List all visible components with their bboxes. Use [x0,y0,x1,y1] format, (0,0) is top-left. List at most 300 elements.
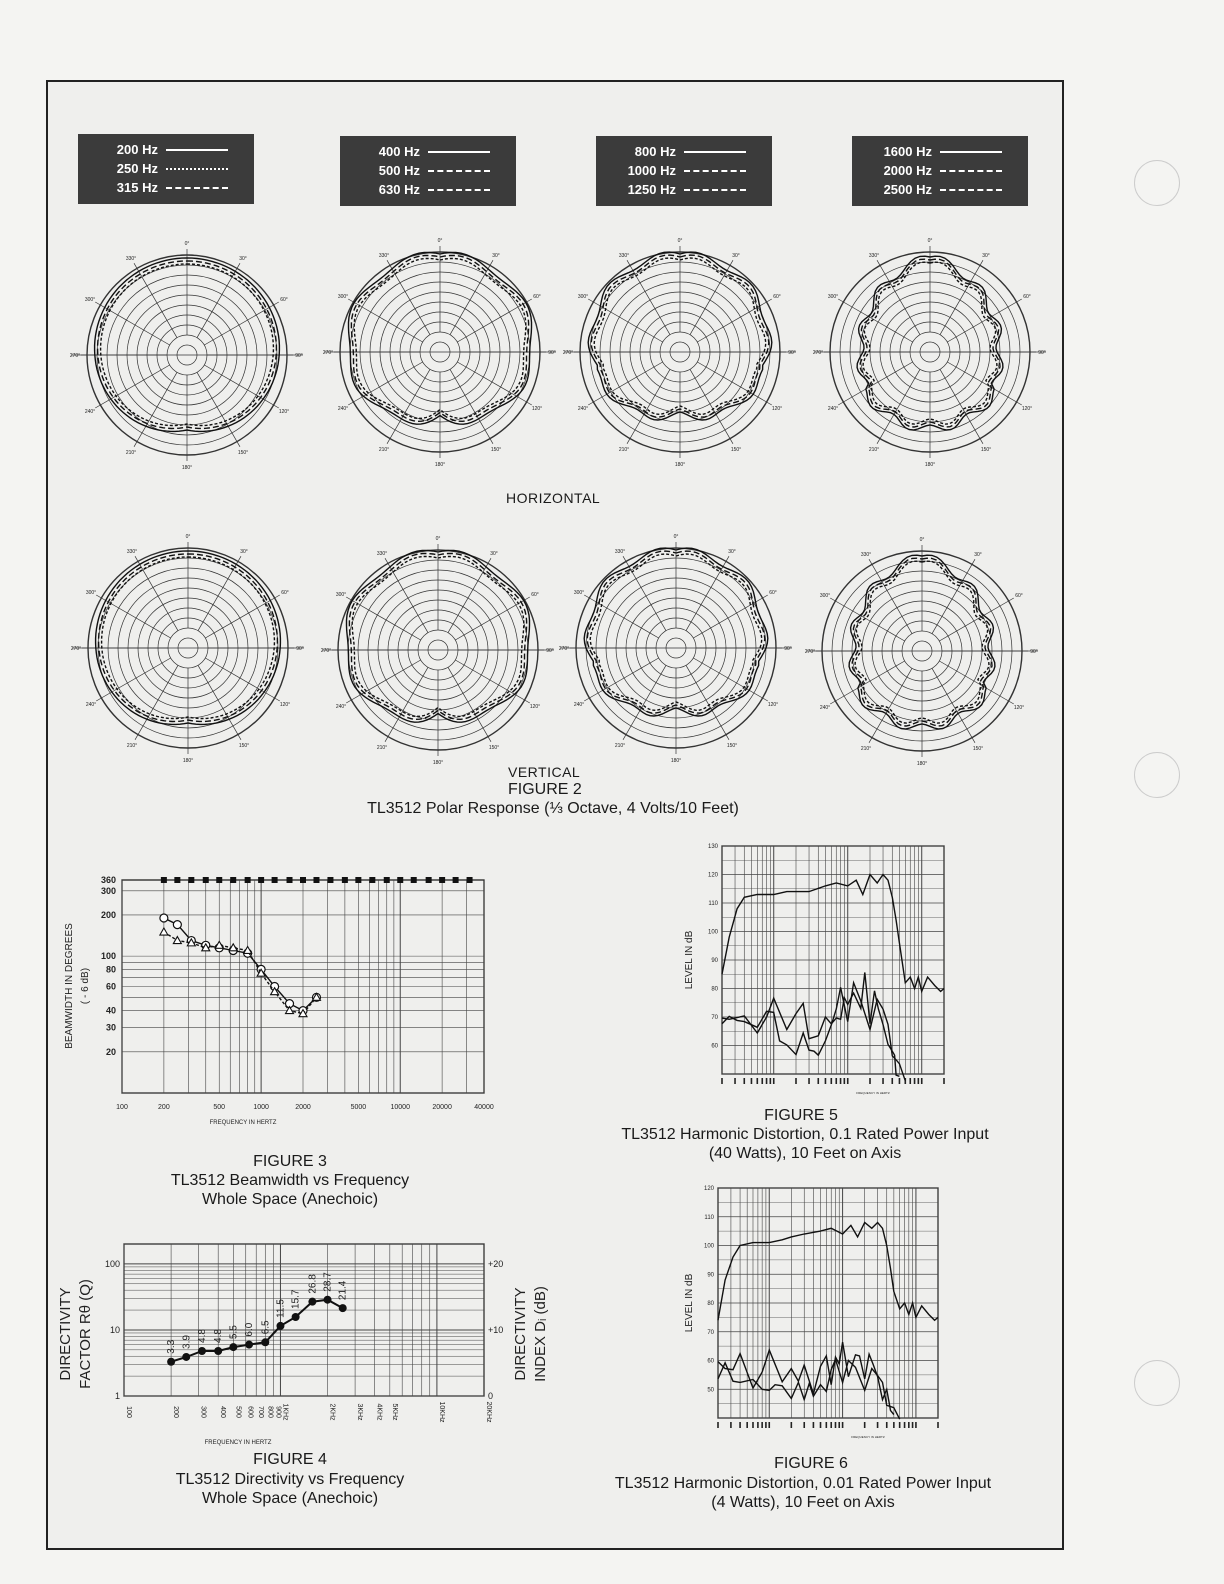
data-point-square [355,877,361,883]
distortion-series-line [722,973,899,1077]
polar-angle-label: 300° [84,297,96,303]
polar-plot-5 [71,534,304,764]
data-point [167,1358,175,1366]
data-point [276,1322,284,1330]
polar-angle-label: 270° [558,646,570,652]
data-point-square [453,877,459,883]
polar-angle-label: 120° [529,704,541,710]
polar-angle-label: 180° [674,462,686,468]
data-label: 6.0 [244,1322,256,1337]
data-label: 5.5 [228,1325,240,1340]
y-tick-label: 60 [711,1043,718,1050]
polar-spoke [947,362,1021,405]
polar-angle-label: 180° [916,761,928,767]
figure2-number: FIGURE 2 [508,781,582,798]
polar-angle-label: 0° [919,537,925,543]
polar-spoke [448,558,491,632]
polar-spoke [348,362,422,405]
polar-plot-8 [805,537,1038,767]
legend-label: 2500 Hz [883,182,932,197]
polar-angle-label: 90° [1038,350,1046,356]
polar-angle-label: 330° [868,253,880,260]
data-label: 28.7 [322,1272,334,1292]
polar-angle-label: 150° [237,449,249,456]
polar-spoke [869,559,912,633]
polar-angle-label: 330° [860,552,872,559]
y-tick-label: 90 [711,958,718,964]
data-point-square [174,877,180,883]
y-tick-label: 100 [100,951,116,962]
legend-label: 200 Hz [116,142,158,157]
polar-angle-label: 150° [488,744,500,751]
polar-angle-label: 270° [70,646,82,652]
y-tick-label: 60 [707,1358,714,1365]
polar-spoke [939,598,1013,641]
polar-spoke [346,660,420,703]
polar-spoke [584,658,658,701]
distortion-series-line [722,875,944,992]
polar-angle-label: 150° [980,446,992,453]
polar-spoke [197,372,240,446]
x-tick-label: 5KHz [390,1403,398,1421]
x-tick-label: 200 [158,1104,170,1111]
polar-angle-label: 210° [868,446,880,453]
data-point [214,1347,222,1355]
polar-angle-label: 300° [337,294,349,300]
figure6-title-line2: (4 Watts), 10 Feet on Axis [711,1494,895,1511]
x-tick-label: 20KHz [485,1401,492,1423]
data-point-square [467,877,473,883]
polar-angle-label: 150° [730,446,742,453]
polar-angle-label: 30° [490,551,498,558]
data-point-square [384,877,390,883]
data-label: 4.8 [213,1329,225,1343]
y-tick-label-left: 10 [109,1324,120,1335]
polar-spoke [198,665,241,739]
polar-spoke [205,658,279,701]
x-tick-label: 1KHz [281,1403,289,1421]
y-tick-label: 90 [707,1272,714,1279]
polar-spoke [455,660,529,703]
y-tick-label: 100 [707,929,718,936]
data-point [308,1298,316,1306]
figure4-title-line2: Whole Space (Anechoic) [201,1490,379,1507]
polar-angle-label: 330° [618,253,630,260]
x-tick-label: 100 [116,1104,128,1111]
polar-angle-label: 90° [1030,649,1038,655]
series-line [164,932,317,1014]
data-point [261,1338,269,1346]
polar-spoke [830,661,904,704]
y-tick-label-left: 100 [104,1258,120,1269]
polar-angle-label: 180° [181,465,193,471]
figure6-number: FIGURE 6 [774,1455,848,1472]
legend-label: 1000 Hz [627,163,676,178]
polar-angle-label: 0° [437,238,443,244]
polar-spoke [690,369,733,443]
y-axis-label-left: DIRECTIVITY [57,1287,74,1381]
figure3-title-line2: Whole Space (Anechoic) [201,1191,379,1208]
y-tick-label: 360 [100,875,116,885]
y-tick-label-right: +20 [488,1258,504,1269]
x-tick-label: 40000 [474,1104,494,1111]
x-tick-label: 10000 [390,1104,410,1111]
data-point-circle [173,921,181,929]
data-point-circle [160,914,168,922]
polar-plot-2 [323,238,556,468]
polar-angle-label: 30° [239,256,247,263]
polar-spoke [877,260,920,334]
polar-angle-label: 300° [577,294,589,300]
y-tick-label: 100 [703,1243,714,1250]
polar-angle-label: 90° [295,353,303,359]
polar-angle-label: 60° [280,297,288,303]
x-tick-label: 500 [213,1104,226,1111]
polar-spoke [690,260,733,334]
data-point-square [245,877,251,883]
x-tick-label: 5000 [350,1104,367,1111]
distortion-series-line [718,1223,938,1321]
polar-spoke [877,369,920,443]
y-axis-label-right: INDEX Dᵢ (dB) [532,1286,549,1382]
polar-angle-label: 270° [562,350,574,356]
polar-angle-label: 240° [84,409,96,415]
x-tick-label: 300 [199,1406,207,1418]
polar-angle-label: 60° [1015,593,1023,599]
x-axis-label: FREQUENCY IN HERTZ [851,1435,885,1439]
legend-label: 315 Hz [116,180,158,195]
polar-angle-label: 150° [238,742,250,749]
polar-spoke [627,369,670,443]
data-point-square [327,877,333,883]
data-label: 3.9 [181,1335,193,1349]
data-point-square [411,877,417,883]
polar-spoke [697,362,771,405]
data-point-square [369,877,375,883]
polar-angle-label: 30° [732,253,740,260]
polar-angle-label: 0° [677,238,683,244]
polar-spoke [627,260,670,334]
figure5-title-line1: TL3512 Harmonic Distortion, 0.1 Rated Power Input [621,1126,989,1143]
polar-spoke [623,665,666,739]
data-point-square [426,877,432,883]
polar-spoke [457,362,531,405]
punch-hole [1134,160,1180,206]
polar-spoke [869,668,912,742]
y-tick-label: 20 [105,1046,116,1057]
x-axis-label: FREQUENCY IN HERTZ [204,1440,272,1446]
polar-spoke [623,556,666,630]
polar-angle-label: 210° [125,449,137,456]
polar-angle-label: 240° [337,406,349,412]
x-tick-label: 10KHz [437,1401,445,1423]
legend-label: 630 Hz [378,182,420,197]
y-tick-label: 130 [707,844,718,850]
polar-spoke [135,665,178,739]
polar-angle-label: 0° [435,536,441,542]
polar-angle-label: 300° [827,294,839,300]
polar-angle-label: 240° [335,704,347,710]
polar-angle-label: 120° [1021,406,1033,412]
data-point-square [313,877,319,883]
polar-spoke [932,668,975,742]
polar-angle-label: 60° [533,294,541,300]
polar-angle-label: 300° [819,593,831,599]
figure5-title-line2: (40 Watts), 10 Feet on Axis [708,1145,902,1162]
data-label: 6.5 [260,1320,272,1335]
data-point-triangle [173,937,181,944]
polar-angle-label: 270° [804,649,816,655]
polar-angle-label: 270° [69,353,81,359]
distortion-4w-chart [676,1180,966,1442]
polar-angle-label: 270° [812,350,824,356]
distortion-40w-chart [676,838,966,1103]
polar-angle-label: 30° [974,552,982,559]
figure3-number: FIGURE 3 [253,1153,327,1170]
polar-angle-label: 300° [335,592,347,598]
polar-angle-label: 120° [771,406,783,412]
polar-angle-label: 0° [184,241,190,247]
polar-angle-label: 210° [860,745,872,752]
data-point [324,1296,332,1304]
x-axis-label: FREQUENCY IN HERTZ [209,1120,277,1126]
polar-spoke [205,595,279,638]
x-tick-label: 1000 [253,1104,269,1111]
polar-angle-label: 180° [432,760,444,766]
y-axis-label: LEVEL IN dB [684,1273,695,1333]
legend-label: 500 Hz [378,163,420,178]
polar-angle-label: 330° [378,253,390,260]
y-tick-label-left: 1 [114,1391,120,1401]
data-point [198,1347,206,1355]
polar-angle-label: 60° [769,590,777,596]
polar-angle-label: 30° [982,253,990,260]
polar-angle-label: 150° [726,742,738,749]
polar-spoke [940,369,983,443]
polar-angle-label: 300° [85,590,97,596]
y-tick-label: 80 [105,964,116,975]
polar-angle-label: 330° [126,549,138,556]
legend-label: 400 Hz [378,144,420,159]
polar-spoke [947,299,1021,342]
polar-angle-label: 240° [577,406,589,412]
polar-angle-label: 60° [531,592,539,598]
data-point-square [188,877,194,883]
y-tick-label: 120 [703,1186,714,1192]
polar-angle-label: 120° [278,409,290,415]
polar-spoke [450,260,493,334]
figure6-title-line1: TL3512 Harmonic Distortion, 0.01 Rated Power Input [614,1475,992,1492]
polar-angle-label: 240° [85,702,97,708]
x-tick-label: 20000 [432,1104,452,1111]
distortion-series-line [722,983,905,1081]
x-tick-label: 200 [172,1406,180,1418]
y-tick-label: 30 [105,1022,116,1033]
x-tick-label: 900 [274,1406,282,1418]
polar-angle-label: 60° [281,590,289,596]
data-point-square [342,877,348,883]
y-tick-label: 110 [708,901,718,907]
y-tick-label: 110 [704,1214,714,1221]
polar-spoke [204,302,278,345]
polar-angle-label: 90° [788,350,796,356]
polar-angle-label: 330° [376,551,388,558]
data-point-square [300,877,306,883]
polar-angle-label: 330° [614,549,626,556]
y-tick-label: 40 [105,1005,116,1016]
data-point-square [216,877,222,883]
polar-angle-label: 240° [819,705,831,711]
x-axis-label: FREQUENCY IN HERTZ [856,1091,890,1095]
polar-angle-label: 150° [490,446,502,453]
y-axis-label: BEAMWIDTH IN DEGREES [64,923,75,1049]
polar-angle-label: 90° [546,648,554,654]
polar-angle-label: 180° [182,758,194,764]
legend-label: 1600 Hz [883,144,932,159]
data-point [182,1353,190,1361]
data-point-triangle [160,928,168,935]
polar-spoke [204,365,278,408]
data-label: 15.7 [290,1289,302,1310]
data-label: 4.8 [196,1329,208,1343]
polar-angle-label: 0° [927,238,933,244]
legend-label: 1250 Hz [627,182,676,197]
data-point-square [397,877,403,883]
legend-label: 250 Hz [116,161,158,176]
y-tick-label: 60 [105,981,116,992]
data-point-square [258,877,264,883]
polar-angle-label: 180° [670,758,682,764]
polar-angle-label: 90° [296,646,304,652]
polar-spoke [588,362,662,405]
data-point-square [272,877,278,883]
figure2-title: TL3512 Polar Response (⅓ Octave, 4 Volts/10 Feet) [367,800,739,817]
figure3-title-line1: TL3512 Beamwidth vs Frequency [170,1172,410,1189]
y-tick-label: 80 [711,986,718,993]
y-tick-label: 70 [707,1329,714,1336]
polar-angle-label: 240° [573,702,585,708]
polar-plot-6 [321,536,554,766]
data-point [339,1304,347,1312]
data-label: 26.8 [307,1274,319,1294]
polar-angle-label: 270° [322,350,334,356]
x-tick-label: 700 [257,1406,265,1418]
data-label: 21.4 [337,1280,349,1301]
polar-spoke [95,302,169,345]
vertical-label: VERTICAL [508,764,581,780]
polar-angle-label: 120° [1013,705,1025,711]
polar-angle-label: 30° [728,549,736,556]
horizontal-label: HORIZONTAL [506,490,601,506]
polar-angle-label: 90° [784,646,792,652]
y-tick-label: 200 [100,909,116,920]
figure4-number: FIGURE 4 [253,1451,327,1468]
polar-plot-1 [70,241,303,471]
polar-spoke [838,362,912,405]
polar-spoke [939,661,1013,704]
directivity-chart [48,1236,558,1452]
data-point [245,1341,253,1349]
data-point-square [230,877,236,883]
polar-angle-label: 30° [492,253,500,260]
polar-angle-label: 120° [767,702,779,708]
polar-angle-label: 30° [240,549,248,556]
polar-angle-label: 210° [126,742,138,749]
y-axis-label-right: DIRECTIVITY [512,1287,529,1381]
polar-angle-label: 0° [185,534,191,540]
data-point [229,1343,237,1351]
polar-angle-label: 90° [548,350,556,356]
x-tick-label: 4KHz [375,1403,383,1421]
polar-angle-label: 120° [279,702,291,708]
x-tick-label: 600 [246,1406,254,1418]
x-tick-label: 3KHz [356,1403,364,1421]
polar-plot-3 [563,238,796,468]
data-point-square [287,877,293,883]
y-tick-label: 70 [711,1015,718,1021]
polar-plot-4 [813,238,1046,468]
y-axis-label: ( - 6 dB) [80,967,91,1005]
y-tick-label: 80 [707,1301,714,1307]
y-axis-label-left: FACTOR Rθ (Q) [77,1279,94,1389]
beamwidth-chart [50,868,530,1128]
polar-spoke [693,658,767,701]
polar-angle-label: 60° [773,294,781,300]
polar-angle-label: 60° [1023,294,1031,300]
polar-angle-label: 0° [673,534,679,540]
polar-angle-label: 240° [827,406,839,412]
polar-spoke [96,595,170,638]
polar-angle-label: 210° [614,742,626,749]
y-tick-label-right: 0 [488,1391,494,1401]
x-tick-label: 2000 [295,1104,311,1111]
polar-angle-label: 210° [376,744,388,751]
polar-angle-label: 270° [320,648,332,654]
series-line [164,918,317,1011]
data-point [292,1313,300,1321]
data-point-square [203,877,209,883]
polar-spoke [940,260,983,334]
polar-angle-label: 330° [125,256,137,263]
y-tick-label: 120 [707,872,718,879]
x-tick-label: 500 [234,1406,242,1418]
polar-spoke [697,299,771,342]
y-tick-label: 300 [100,885,116,896]
x-tick-label: 100 [125,1406,132,1418]
x-tick-label: 400 [219,1406,227,1418]
polar-spoke [686,556,729,630]
polar-angle-label: 210° [618,446,630,453]
polar-angle-label: 180° [434,462,446,468]
polar-spoke [932,559,975,633]
punch-hole [1134,1360,1180,1406]
figure5-number: FIGURE 5 [764,1107,838,1124]
punch-hole [1134,752,1180,798]
legend-label: 800 Hz [634,144,676,159]
figure4-title-line1: TL3512 Directivity vs Frequency [175,1471,405,1488]
polar-angle-label: 150° [972,745,984,752]
x-tick-label: 800 [266,1406,274,1418]
polar-angle-label: 120° [531,406,543,412]
data-point-square [161,877,167,883]
polar-plot-7 [559,534,792,764]
polar-spoke [693,595,767,638]
y-axis-label: LEVEL IN dB [684,930,695,990]
polar-angle-label: 300° [573,590,585,596]
y-tick-label: 50 [707,1387,714,1394]
polar-angle-label: 180° [924,462,936,468]
data-point-square [439,877,445,883]
